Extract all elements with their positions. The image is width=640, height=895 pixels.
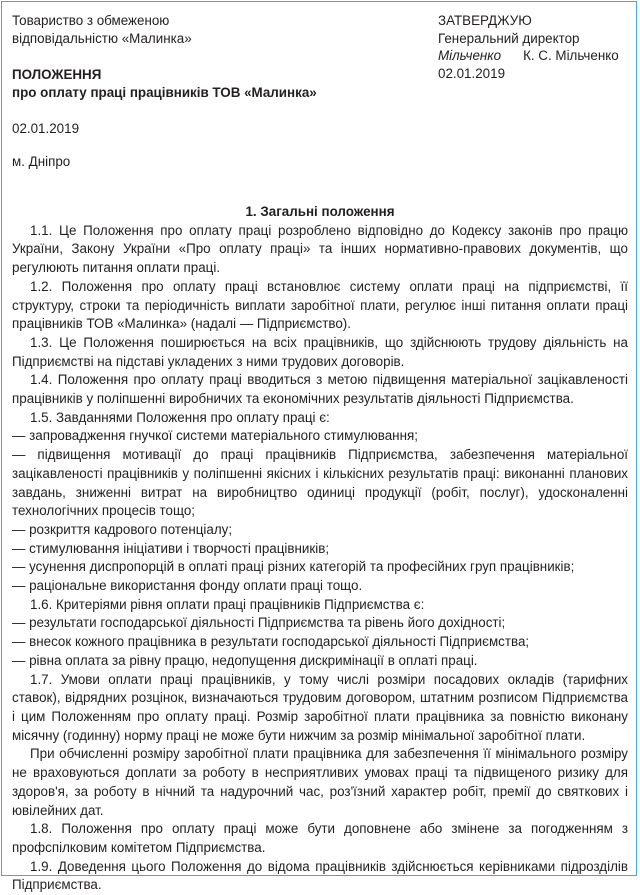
paragraph: 1.3. Це Положення поширюється на всіх працівників, що здійснюють трудову діяльність на Підприємстві на підставі укладених з ними трудових договорів. [12, 334, 628, 369]
paragraph: 1.2. Положення про оплату праці встановлює систему оплати праці на підприємстві, її структуру, строки та періодичність виплати заробітної плати, регулює інші питання оплати праці працівників ТОВ «Малинка» (надалі — Підприємство). [12, 278, 628, 332]
document-date: 02.01.2019 [12, 121, 80, 136]
document-title [12, 66, 317, 101]
org-line-2: відповідальністю «Малинка» [12, 30, 192, 46]
paragraph: 1.8. Положення про оплату праці може бути доповнене або змінене за погодженням з профспілковим комітетом Підприємства. [12, 821, 628, 855]
document-city: м. Дніпро [12, 154, 71, 169]
task-item: — запровадження гнучкої системи матеріального стимулювання; [12, 428, 418, 444]
org-line-1: Товариство з обмеженою [12, 13, 170, 28]
task-item: — стимулювання ініціативи і творчості працівників; [12, 540, 330, 556]
signature-line [438, 47, 619, 65]
criteria-item: — рівна оплата за рівну працю, недопущення дискримінації в оплаті праці. [12, 652, 478, 668]
paragraph: 1.6. Критеріями рівня оплати праці працівників Підприємства є: [30, 596, 425, 612]
approve-date: 02.01.2019 [438, 65, 506, 81]
director-name: К. С. Мільченко [523, 48, 619, 64]
paragraph: При обчисленні розміру заробітної плати працівника для забезпечення її мінімального розміру не враховуються доплати за роботу в несприятливих умовах праці та підвищеного ризику для здоров'я, за роботу в нічний та надурочний час, роз'їзний характер робіт, премії до святкових і ювілейних дат. [12, 746, 628, 818]
organization-block [12, 12, 192, 47]
paragraph: 1.4. Положення про оплату праці вводиться з метою підвищення матеріальної зацікавленості працівників у поліпшенні виробничих та економічних результатів діяльності Підприємства. [12, 372, 628, 407]
title-line-2: про оплату праці працівників ТОВ «Малинка» [12, 84, 317, 100]
section-title: 1. Загальні положення [245, 204, 395, 219]
paragraph: 1.5. Завданнями Положення про оплату праці є: [30, 409, 330, 425]
task-item: — усунення диспропорцій в оплаті праці різних категорій та професійних груп працівників; [12, 559, 575, 575]
signature: Мільченко [438, 48, 502, 64]
criteria-item: — результати господарської діяльності Підприємства та рівень його дохідності; [12, 615, 506, 631]
task-item: — підвищення мотивації до праці працівників Підприємства, забезпечення матеріальної зацікавленості працівників у поліпшенні якісних і кількісних результатів праці: виконанні планових завдань, зниженні витрат на виробництво одиниці продукції (робіт, послуг), удосконаленні технологічних процесів тощо; [12, 447, 628, 519]
approval-block [438, 12, 619, 82]
criteria-item: — внесок кожного працівника в результати господарської діяльності Підприємства; [12, 634, 530, 650]
approve-label: ЗАТВЕРДЖУЮ [438, 13, 532, 28]
title-line-1: ПОЛОЖЕННЯ [12, 67, 102, 82]
task-item: — раціональне використання фонду оплати праці тощо. [12, 578, 363, 594]
paragraph: 1.1. Це Положення про оплату праці розроблено відповідно до Кодексу законів про працю України, Закону України «Про оплату праці» та інших нормативно-правових документів, що регулюють питання оплати праці. [12, 222, 628, 276]
paragraph: 1.9. Доведення цього Положення до відома працівників здійснюється керівниками підрозділів Підприємства. [12, 858, 628, 893]
paragraph: 1.7. Умови оплати праці працівників, у тому числі розміри посадових окладів (тарифних ставок), відрядних розцінок, визначаються трудовим договором, штатним розписом Підприємства і цим Положенням про оплату праці. Розмір заробітної плати працівника за повністю виконану місячну (годинну) норму праці не може бути нижчим за розмір мінімальної заробітної плати. [12, 671, 628, 743]
director-title: Генеральний директор [438, 30, 580, 46]
task-item: — розкриття кадрового потенціалу; [12, 521, 233, 537]
document-body [12, 203, 628, 895]
